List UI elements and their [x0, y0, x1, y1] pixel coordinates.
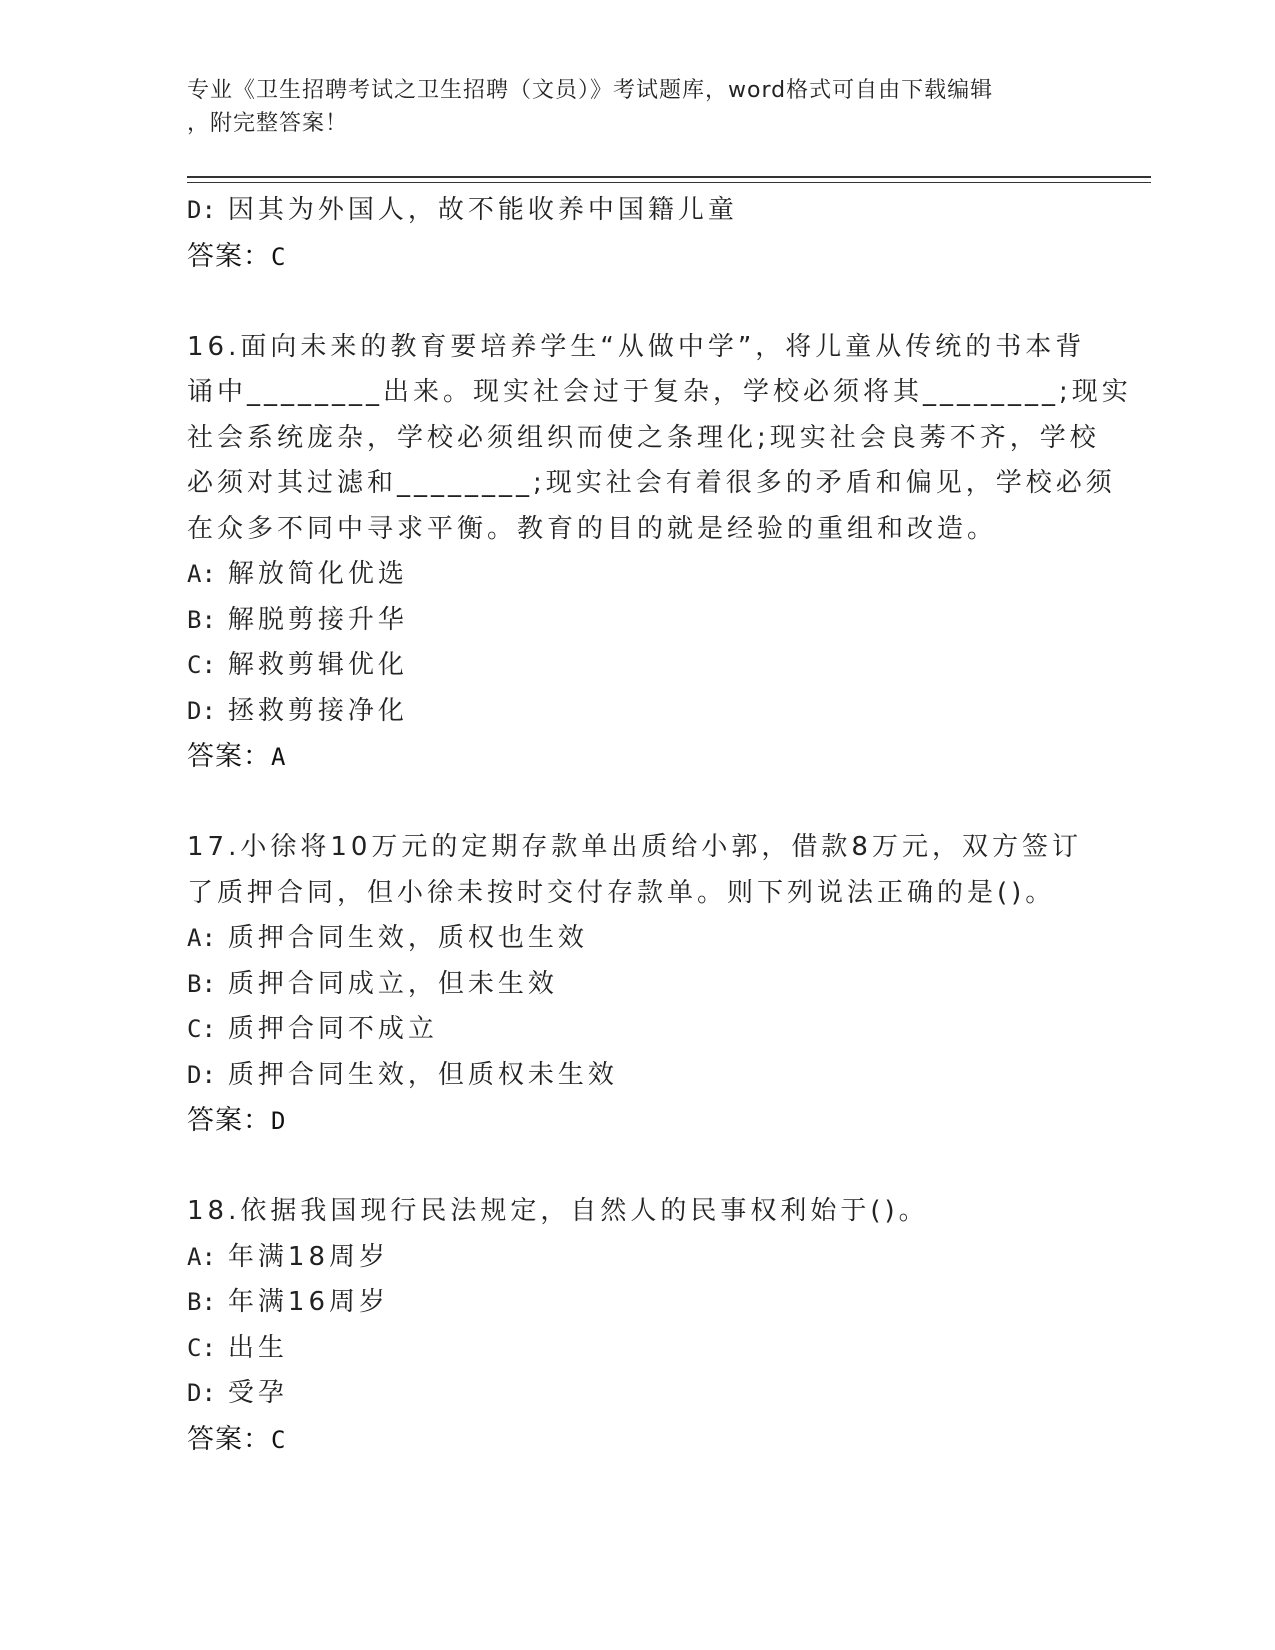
option-d	[187, 689, 1087, 735]
option-c	[187, 643, 1087, 689]
option-label: A:	[187, 560, 216, 588]
spacer	[187, 780, 1087, 826]
option-text: 解脱剪接升华	[227, 604, 408, 635]
option-text: 年满16周岁	[227, 1287, 389, 1317]
question-17	[187, 825, 1087, 1144]
option-text: 年满18周岁	[227, 1241, 389, 1272]
question-list	[187, 188, 1132, 1462]
question-text-line: 诵中________出来。现实社会过于复杂，学校必须将其________;现实	[187, 377, 1132, 407]
option-a	[187, 1235, 1087, 1281]
question-16	[187, 325, 1132, 780]
header-line-2: ，附完整答案！	[187, 111, 349, 136]
option-label: A:	[187, 924, 216, 952]
option-c	[187, 1326, 1087, 1372]
option-label: A:	[187, 1242, 216, 1271]
option-b	[187, 1280, 1087, 1326]
option-label: D:	[187, 1379, 216, 1407]
header-line-1: 专业《卫生招聘考试之卫生招聘（文员）》考试题库，word格式可自由下载编辑	[187, 78, 994, 103]
option-c	[187, 1007, 1087, 1053]
option-text: 出生	[227, 1332, 288, 1363]
option-d	[187, 1371, 1087, 1417]
question-text-line: 了质押合同，但小徐未按时交付存款单。则下列说法正确的是()。	[187, 877, 1056, 908]
option-text: 拯救剪接净化	[227, 695, 408, 726]
answer-value: C	[271, 1425, 287, 1454]
answer-line	[187, 1417, 1087, 1463]
answer-prefix: 答案：	[187, 741, 271, 772]
option-text: 因其为外国人，故不能收养中国籍儿童	[227, 195, 738, 225]
option-text: 受孕	[227, 1378, 288, 1408]
answer-line	[187, 734, 1087, 780]
header-divider-thick	[187, 176, 1151, 178]
answer-line	[187, 1098, 1087, 1144]
option-text: 解放简化优选	[227, 559, 408, 589]
answer-value: A	[271, 743, 287, 771]
header-divider-thin	[187, 182, 1151, 183]
option-label: C:	[187, 651, 216, 679]
question-text-line: 17.小徐将10万元的定期存款单出质给小郭，借款8万元，双方签订	[187, 832, 1082, 862]
question-text-line: 在众多不同中寻求平衡。教育的目的就是经验的重组和改造。	[187, 513, 998, 544]
answer-value: D	[271, 1107, 287, 1135]
option-label: D:	[187, 196, 216, 224]
option-text: 质押合同生效，质权也生效	[227, 923, 588, 953]
option-d	[187, 1053, 1087, 1099]
answer-prefix: 答案：	[187, 1423, 271, 1455]
option-label: B:	[187, 1288, 216, 1316]
option-text: 质押合同成立，但未生效	[227, 968, 558, 999]
question-text-line: 社会系统庞杂，学校必须组织而使之条理化;现实社会良莠不齐，学校	[187, 422, 1100, 453]
option-label: D:	[187, 1060, 216, 1089]
option-label: C:	[187, 1333, 216, 1362]
answer-line	[187, 234, 1087, 280]
option-label: D:	[187, 696, 216, 725]
question-18	[187, 1189, 1087, 1462]
option-b	[187, 598, 1087, 644]
option-label: B:	[187, 605, 216, 634]
option-a	[187, 552, 1087, 598]
answer-prefix: 答案：	[187, 1105, 271, 1136]
answer-value: C	[271, 242, 287, 271]
option-label: B:	[187, 969, 216, 998]
question-text-line: 16.面向未来的教育要培养学生“从做中学”，将儿童从传统的书本背	[187, 331, 1086, 362]
option-a	[187, 916, 1087, 962]
spacer	[187, 1144, 1087, 1190]
option-b	[187, 962, 1087, 1008]
question-text-line: 18.依据我国现行民法规定，自然人的民事权利始于()。	[187, 1196, 929, 1226]
question-text-line: 必须对其过滤和________;现实社会有着很多的矛盾和偏见，学校必须	[187, 468, 1116, 498]
option-text: 质押合同不成立	[227, 1014, 438, 1044]
document-header	[187, 74, 1077, 140]
option-d	[187, 188, 1087, 234]
answer-prefix: 答案：	[187, 240, 271, 272]
option-label: C:	[187, 1015, 216, 1043]
option-text: 解救剪辑优化	[227, 650, 408, 680]
option-text: 质押合同生效，但质权未生效	[227, 1059, 618, 1090]
spacer	[187, 279, 1087, 325]
